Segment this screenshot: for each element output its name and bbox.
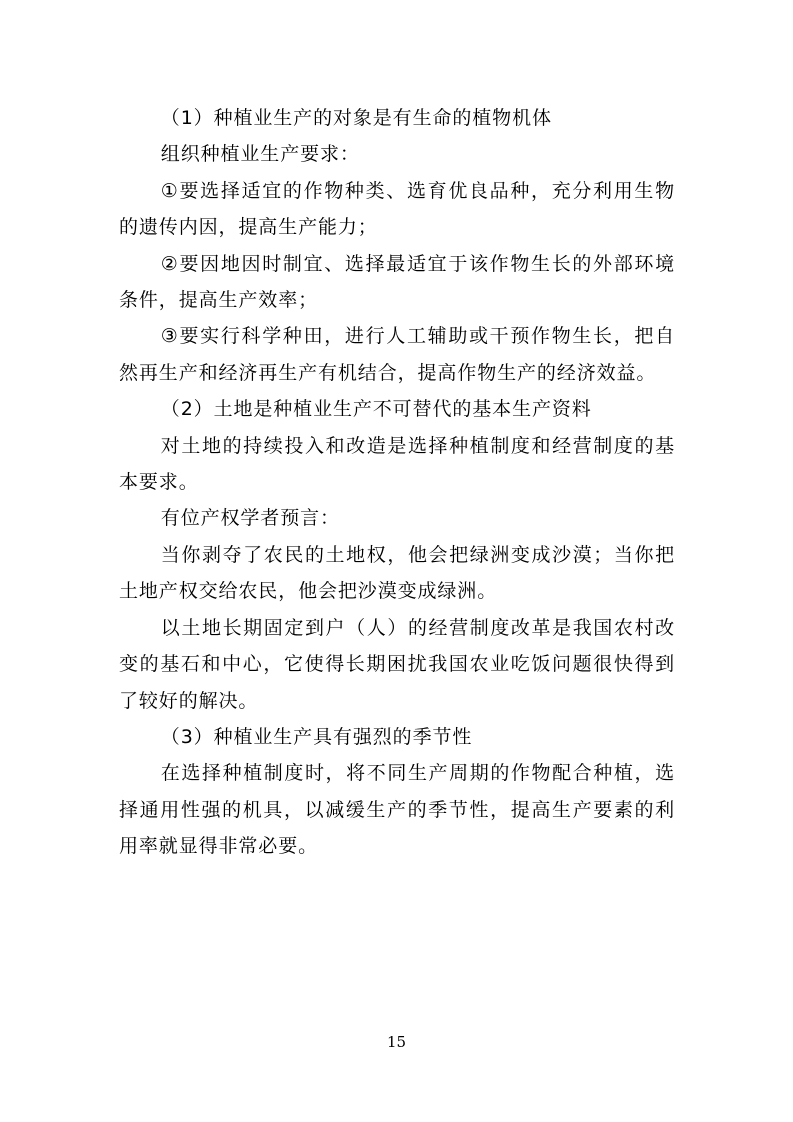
paragraph: 对土地的持续投入和改造是选择种植制度和经营制度的基本要求。 [119, 434, 675, 494]
paragraph: ③要实行科学种田，进行人工辅助或干预作物生长，把自然再生产和经济再生产有机结合，提高作物生产的经济效益。 [119, 325, 675, 384]
paragraph: ②要因地因时制宜、选择最适宜于该作物生长的外部环境条件，提高生产效率； [119, 252, 675, 312]
paragraph: 组织种植业生产要求： [160, 143, 360, 166]
body-text [119, 100, 675, 865]
paragraph: 当你剥夺了农民的土地权，他会把绿洲变成沙漠；当你把土地产权交给农民，他会把沙漠变成绿洲。 [119, 543, 675, 603]
section-heading-2: （2）土地是种植业生产不可替代的基本生产资料 [160, 398, 592, 421]
paragraph: 在选择种植制度时，将不同生产周期的作物配合种植，选择通用性强的机具，以减缓生产的季节性，提高生产要素的利用率就显得非常必要。 [119, 762, 675, 858]
section-heading-3: （3）种植业生产具有强烈的季节性 [160, 725, 473, 748]
section-heading-1: （1）种植业生产的对象是有生命的植物机体 [160, 107, 552, 129]
page-number: 15 [386, 1033, 407, 1051]
paragraph: 以土地长期固定到户（人）的经营制度改革是我国农村改变的基石和中心，它使得长期困扰我国农业吃饭问题很快得到了较好的解决。 [119, 616, 675, 712]
paragraph: ①要选择适宜的作物种类、选育优良品种，充分利用生物的遗传内因，提高生产能力； [119, 179, 675, 239]
paragraph: 有位产权学者预言： [160, 507, 340, 530]
